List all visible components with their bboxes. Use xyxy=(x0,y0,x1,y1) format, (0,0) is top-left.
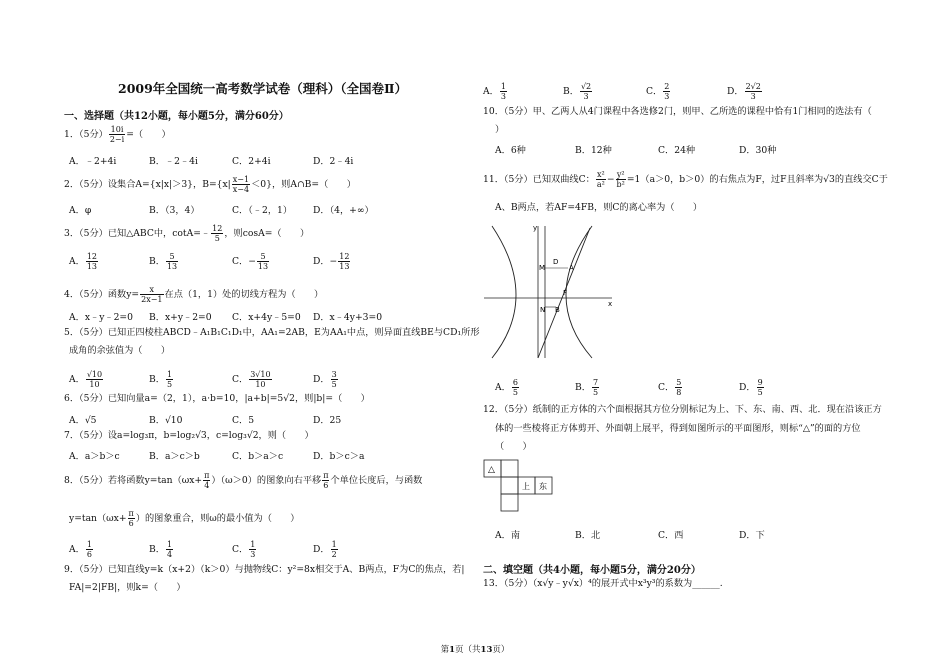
cube-net-figure xyxy=(483,459,553,513)
option-c: C．5 xyxy=(232,415,255,426)
label-n: N xyxy=(540,306,546,314)
option-a: A． $\frac{1}{6}$ xyxy=(69,540,92,559)
option-d: D．30种 xyxy=(739,145,777,156)
net-face-bottom xyxy=(501,494,518,511)
option-c: C．（﹣2，1） xyxy=(232,205,293,216)
option-c: C．西 xyxy=(658,530,684,541)
question-9: 9．（5分）已知直线y=k（x+2）（k＞0）与抛物线C：y²=8x相交于A、B两点，F为C的焦点，若| xyxy=(64,564,465,575)
option-b: B． $\frac{5}{13}$ xyxy=(149,252,178,271)
question-12: 12．（5分）纸制的正方体的六个面根据其方位分别标记为上、下、东、南、西、北．现在沿该正方 xyxy=(483,404,882,415)
option-d: D．x﹣4y+3=0 xyxy=(313,312,383,323)
question-13: 13．（5分）（x√y﹣y√x）⁴的展开式中x³y³的系数为______. xyxy=(483,578,723,589)
option-d: D．2﹣4i xyxy=(313,156,354,167)
option-a: A． $\frac{6}{5}$ xyxy=(495,378,518,397)
question-8: 8．（5分）若将函数y=tan（ωx+ $\frac{\pi}{4}$ ）（ω＞0）的图象向右平移 $\frac{\pi}{6}$ 个单位长度后，与函数 xyxy=(64,471,423,490)
option-b: B．12种 xyxy=(575,145,612,156)
fraction: $\frac{x-1}{x-4}$ xyxy=(232,175,250,194)
option-d: D． $\frac{3}{5}$ xyxy=(313,370,337,389)
option-d: D． $\frac{2√2}{3}$ xyxy=(727,82,761,101)
option-d: D．下 xyxy=(739,530,765,541)
question-11: 11．（5分）已知双曲线C： $\frac{\text{x²}}{\text{a²}}$ − $\frac{\text{y²}}{\text{b²}}$ =1（a＞0，b＞0）的右焦点为F，过F且斜率为√3的直线交C于 xyxy=(483,170,888,189)
option-a: A．φ xyxy=(69,205,92,216)
net-face-top xyxy=(501,460,518,477)
section-heading-choice: 一、选择题（共12小题，每小题5分，满分60分） xyxy=(64,111,289,122)
fraction: $\frac{10i}{2-i}$ xyxy=(109,125,125,144)
question-12-line3: （ ） xyxy=(495,441,532,452)
option-c: C． $\frac{3√10}{10}$ xyxy=(232,370,271,389)
question-7: 7．（5分）设a=log₃π，b=log₂√3，c=log₃√2，则（ ） xyxy=(64,430,314,441)
question-5: 5．（5分）已知正四棱柱ABCD﹣A₁B₁C₁D₁中，AA₁=2AB，E为AA₁中点，则异面直线BE与CD₁所形 xyxy=(64,327,480,338)
option-c: C．b＞a＞c xyxy=(232,451,284,462)
label-m: M xyxy=(539,264,546,272)
page-title: 2009年全国统一高考数学试卷（理科）（全国卷Ⅱ） xyxy=(118,81,408,96)
option-a: A．﹣2+4i xyxy=(69,156,117,167)
fraction: $\frac{x}{2x-1}$ xyxy=(141,285,163,304)
question-12-line2: 体的一些棱将正方体剪开、外面朝上展平，得到如图所示的平面图形，则标“△”的面的方位 xyxy=(495,423,861,434)
question-5-line2: 成角的余弦值为（ ） xyxy=(69,345,171,356)
option-b: B． $\frac{√2}{3}$ xyxy=(563,82,592,101)
option-d: D． $\frac{1}{2}$ xyxy=(313,540,337,559)
question-2: 2．（5分）设集合A={x|x|＞3}，B={x| $\frac{x-1}{x-4}$ ＜0}，则A∩B=（ ） xyxy=(64,175,356,194)
option-a: A． $\frac{√10}{10}$ xyxy=(69,370,103,389)
option-d: D．（4，+∞） xyxy=(313,205,374,216)
label-y: y xyxy=(533,224,538,232)
fraction: $\frac{12}{5}$ xyxy=(212,224,223,243)
page-number: 1 xyxy=(449,645,456,655)
option-d: D．− $\frac{12}{13}$ xyxy=(313,252,350,271)
label-x: x xyxy=(608,300,613,308)
option-b: B．√10 xyxy=(149,415,183,426)
question-10: 10．（5分）甲、乙两人从4门课程中各选修2门，则甲、乙所选的课程中恰有1门相同的选法有（ xyxy=(483,106,872,117)
option-b: B．a＞c＞b xyxy=(149,451,200,462)
question-9-line2: FA|=2|FB|，则k=（ ） xyxy=(69,582,186,593)
option-d: D．25 xyxy=(313,415,342,426)
option-b: B． $\frac{1}{4}$ xyxy=(149,540,173,559)
label-a: A xyxy=(569,264,574,272)
label-f: F xyxy=(563,289,568,297)
triangle-mark: △ xyxy=(488,465,495,475)
option-a: A．x﹣y﹣2=0 xyxy=(69,312,133,323)
option-c: C． $\frac{5}{8}$ xyxy=(658,378,682,397)
question-10-line2: ） xyxy=(495,124,505,135)
question-11-line2: A、B两点，若AF=4FB，则C的离心率为（ ） xyxy=(495,202,703,213)
section-heading-fill: 二、填空题（共4小题，每小题5分，满分20分） xyxy=(483,565,701,576)
option-a: A． $\frac{12}{13}$ xyxy=(69,252,98,271)
option-c: C．− $\frac{5}{13}$ xyxy=(232,252,269,271)
label-b: B xyxy=(555,306,560,314)
option-b: B．（3，4） xyxy=(149,205,200,216)
net-label-up: 上 xyxy=(522,482,530,491)
question-4: 4．（5分）函数y= $\frac{x}{2x-1}$ 在点（1，1）处的切线方程为（ ） xyxy=(64,285,324,304)
option-a: A．√5 xyxy=(69,415,97,426)
question-6: 6．（5分）已知向量a=（2，1），a·b=10，|a+b|=5√2，则|b|=（ ） xyxy=(64,393,370,404)
left-branch xyxy=(492,226,516,358)
question-8-line2: y=tan（ωx+ $\frac{\pi}{6}$ ）的图象重合，则ω的最小值为（ ） xyxy=(69,509,300,528)
option-c: C．24种 xyxy=(658,145,696,156)
option-a: A．南 xyxy=(495,530,521,541)
option-c: C．2+4i xyxy=(232,156,271,167)
option-b: B．﹣2﹣4i xyxy=(149,156,198,167)
option-b: B．北 xyxy=(575,530,601,541)
label-d: D xyxy=(553,258,559,266)
net-face-2 xyxy=(501,477,518,494)
question-1: 1．（5分） $\frac{10i}{2-i}$ =（ ） xyxy=(64,125,171,144)
option-b: B． $\frac{7}{5}$ xyxy=(575,378,599,397)
hyperbola-figure xyxy=(482,220,617,360)
option-c: C．x+4y﹣5=0 xyxy=(232,312,301,323)
option-a: A．a＞b＞c xyxy=(69,451,120,462)
option-c: C． $\frac{2}{3}$ xyxy=(646,82,670,101)
net-label-east: 东 xyxy=(539,482,547,491)
question-3: 3．（5分）已知△ABC中，cotA=﹣ $\frac{12}{5}$ ，则cosA=（ ） xyxy=(64,224,310,243)
option-b: B．x+y﹣2=0 xyxy=(149,312,212,323)
option-b: B． $\frac{1}{5}$ xyxy=(149,370,173,389)
option-a: A．6种 xyxy=(495,145,526,156)
option-d: D． $\frac{9}{5}$ xyxy=(739,378,763,397)
page-footer: 第1页（共13页） xyxy=(440,645,510,655)
page-total: 13 xyxy=(480,645,493,655)
right-branch xyxy=(566,226,592,358)
option-a: A． $\frac{1}{3}$ xyxy=(483,82,506,101)
option-c: C． $\frac{1}{3}$ xyxy=(232,540,256,559)
option-d: D．b＞c＞a xyxy=(313,451,365,462)
